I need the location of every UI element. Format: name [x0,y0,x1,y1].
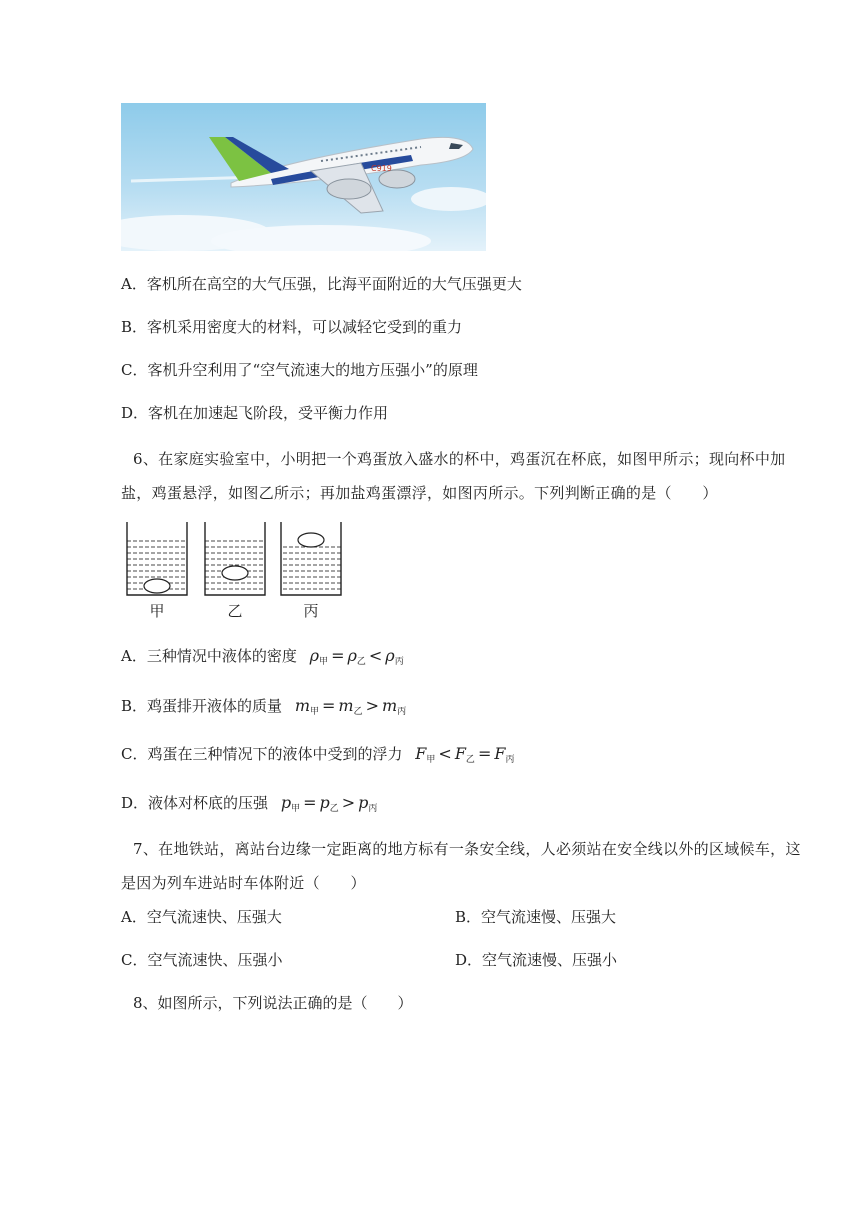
beaker-bing [281,522,341,595]
egg-jia [144,579,170,593]
q7-option-a [121,906,282,928]
formula: $m_甲 = m_乙 > m_丙$ [294,696,407,717]
q5-option-b [121,316,462,338]
option-letter: C． [121,745,148,763]
airplane-image [121,103,486,251]
option-letter: C． [121,361,148,379]
q6-option-d [121,792,377,820]
egg-bing [298,533,324,547]
option-text: 客机在加速起飞阶段，受平衡力作用 [148,404,389,422]
option-letter: D． [455,951,483,969]
q8-stem: 8、如图所示，下列说法正确的是（ ） [133,994,413,1012]
option-letter: D． [121,794,149,812]
option-letter: B． [455,908,482,926]
q5-option-a [121,273,522,295]
q7-option-c [121,949,283,971]
beaker-label-bing: 丙 [303,602,319,620]
formula: $p_甲 = p_乙 > p_丙$ [280,793,378,814]
option-text: 客机采用密度大的材料，可以减轻它受到的重力 [147,318,463,336]
beaker-label-yi: 乙 [227,602,243,620]
option-text: 液体对杯底的压强 [148,794,269,812]
q6-option-b [121,695,406,723]
q7-option-d [455,949,617,971]
q6-option-c [121,743,514,771]
beakers-figure [121,520,351,596]
option-text: 鸡蛋排开液体的质量 [147,697,283,715]
beaker-yi [205,522,265,595]
q6-stem: 6、在家庭实验室中，小明把一个鸡蛋放入盛水的杯中，鸡蛋沉在杯底，如图甲所示；现向杯中加盐，鸡蛋悬浮，如图乙所示；再加盐鸡蛋漂浮，如图丙所示。下列判断正确的是（ ） [121,450,786,502]
formula: $F_甲 < F_乙 = F_丙$ [415,744,515,765]
beaker-jia [127,522,187,595]
formula: $\rho_甲 = \rho_乙 < \rho_丙$ [309,646,404,667]
option-text: 鸡蛋在三种情况下的液体中受到的浮力 [147,745,403,763]
option-text: 三种情况中液体的密度 [146,647,297,665]
plane-tail-text: C919 [371,164,392,173]
egg-yi [222,566,248,580]
option-letter: A． [121,647,147,665]
q6-option-a [121,645,404,673]
option-text: 空气流速快、压强小 [147,951,283,969]
option-text: 空气流速快、压强大 [146,908,282,926]
beaker-label-jia: 甲 [149,602,165,620]
option-text: 客机所在高空的大气压强，比海平面附近的大气压强更大 [146,275,522,293]
option-letter: D． [121,404,149,422]
option-letter: B． [121,318,148,336]
q7-stem: 7、在地铁站，离站台边缘一定距离的地方标有一条安全线，人必须站在安全线以外的区域候车，这是因为列车进站时车体附近（ ） [121,840,801,892]
q7-option-b [455,906,616,928]
option-text: 空气流速慢、压强大 [481,908,617,926]
option-letter: A． [121,908,147,926]
option-letter: C． [121,951,148,969]
q5-option-c [121,359,478,381]
option-text: 空气流速慢、压强小 [482,951,618,969]
option-text: 客机升空利用了“空气流速大的地方压强小”的原理 [147,361,478,379]
option-letter: A． [121,275,147,293]
q5-option-d [121,402,388,424]
option-letter: B． [121,697,148,715]
